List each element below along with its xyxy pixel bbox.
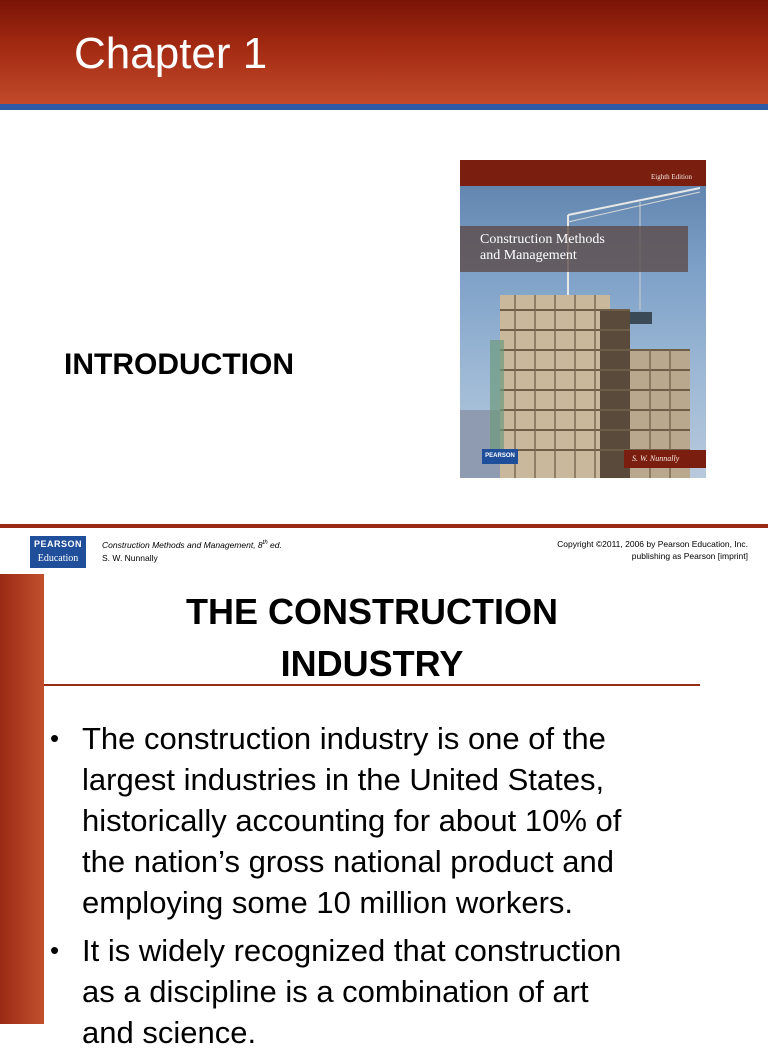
slide-construction-industry	[0, 574, 768, 1050]
book-publisher-logo: PEARSON	[482, 449, 518, 464]
slide-header	[0, 0, 768, 104]
book-title-line-2: and Management	[480, 248, 577, 263]
header-rule	[0, 104, 768, 110]
bullet-line: the nation’s gross national product and	[82, 844, 614, 879]
footer-edition-sup: th	[262, 540, 268, 547]
bullet-line: The construction industry is one of the	[82, 721, 606, 756]
footer-copyright: Copyright ©2011, 2006 by Pearson Education, Inc.	[557, 539, 748, 549]
bullet-text	[82, 930, 702, 1053]
bullet-line: employing some 10 million workers.	[82, 885, 574, 920]
slide-title-line-2: INDUSTRY	[280, 643, 464, 684]
bullet-text	[82, 718, 702, 923]
bullet-line: as a discipline is a combination of art	[82, 974, 589, 1009]
slide-title-line-1: THE CONSTRUCTION	[186, 591, 558, 632]
footer-imprint: publishing as Pearson [imprint]	[631, 551, 748, 561]
bullet-line: historically accounting for about 10% of	[82, 803, 622, 838]
book-edition: Eighth Edition	[650, 173, 692, 181]
title-underline	[44, 684, 700, 686]
footer-book-title-text: Construction Methods and Management, 8	[102, 540, 263, 550]
bullet-dot-icon: •	[50, 723, 60, 753]
footer-book-title	[102, 540, 282, 550]
book-cover-image	[460, 160, 706, 478]
footer-edition-suffix: ed.	[267, 540, 282, 550]
slide-left-accent-bar	[0, 574, 44, 1024]
slide-footer	[0, 528, 768, 574]
pearson-logo-bottom: Education	[37, 553, 79, 564]
book-author: S. W. Nunnally	[632, 454, 680, 463]
pearson-logo	[30, 536, 86, 568]
footer-author: S. W. Nunnally	[102, 553, 158, 563]
pearson-logo-top: PEARSON	[33, 539, 82, 549]
building-illustration	[460, 160, 706, 478]
bullet-line: It is widely recognized that construction	[82, 933, 622, 968]
book-title-line-1: Construction Methods	[480, 232, 605, 247]
bullet-line: largest industries in the United States,	[82, 762, 605, 797]
bullet-line: and science.	[82, 1015, 257, 1050]
bullet-dot-icon: •	[50, 935, 60, 965]
slide-subtitle: INTRODUCTION	[64, 348, 294, 381]
slide-chapter-1	[0, 0, 768, 524]
slide-title: Chapter 1	[74, 29, 268, 78]
